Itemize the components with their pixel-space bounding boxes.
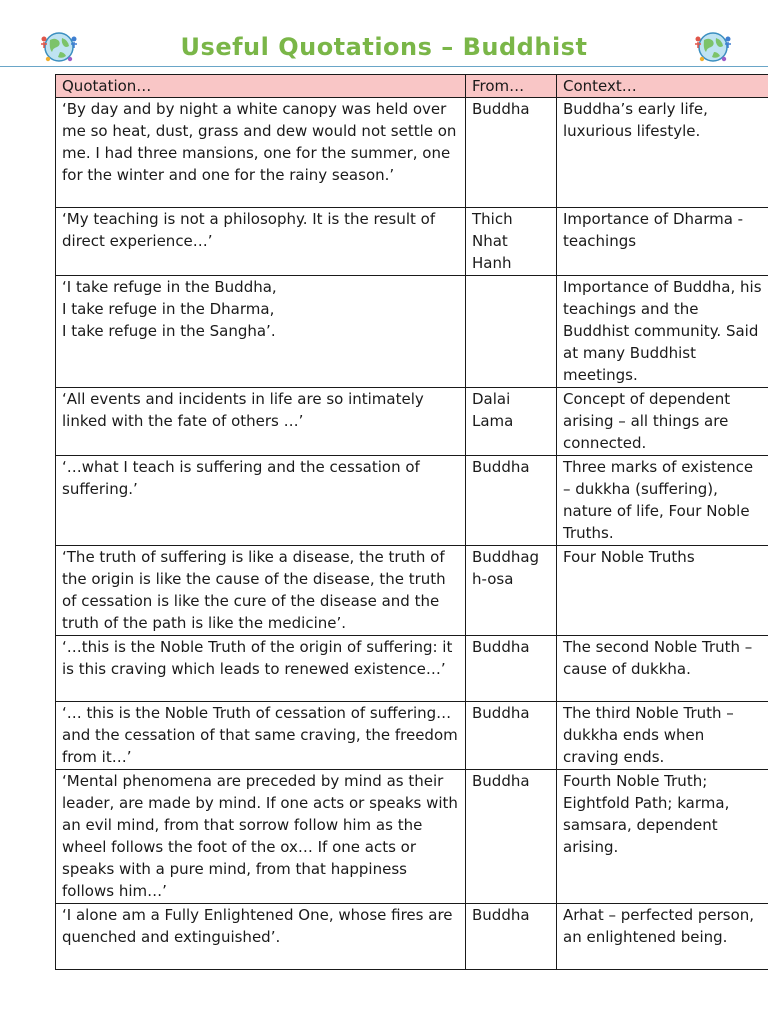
table-row [56,770,768,904]
column-header-context: Context… [557,75,768,98]
table-header-row [56,75,768,98]
context-cell: Importance of Dharma - teachings [557,208,768,276]
column-header-from: From… [466,75,557,98]
table-row [56,388,768,456]
quotation-cell: ‘…what I teach is suffering and the cessation of suffering.’ [56,456,466,546]
from-cell [466,276,557,388]
table-row [56,546,768,636]
table-row [56,636,768,702]
from-cell: Buddha [466,636,557,702]
quotations-table [55,74,768,970]
quotation-cell: ‘By day and by night a white canopy was held over me so heat, dust, grass and dew would not settle on me. I had three mansions, one for the summer, one for the winter and one for the rainy season.’ [56,98,466,208]
quotation-cell: ‘Mental phenomena are preceded by mind as their leader, are made by mind. If one acts or speaks with an evil mind, from that sorrow follow him as the wheel follows the foot of the ox… If one acts or speaks with a pure mind, from that happiness follows him…’ [56,770,466,904]
quotation-cell: ‘The truth of suffering is like a disease, the truth of the origin is like the cause of the disease, the truth of cessation is like the cure of the disease and the truth of the path is like the medicine’. [56,546,466,636]
context-cell: The third Noble Truth – dukkha ends when craving ends. [557,702,768,770]
column-header-quotation: Quotation… [56,75,466,98]
quotation-cell: ‘My teaching is not a philosophy. It is the result of direct experience…’ [56,208,466,276]
quotation-cell: ‘… this is the Noble Truth of cessation of suffering… and the cessation of that same craving, the freedom from it…’ [56,702,466,770]
from-cell: Buddha [466,770,557,904]
table-row [56,98,768,208]
quotation-cell: ‘I take refuge in the Buddha, I take refuge in the Dharma, I take refuge in the Sangha’. [56,276,466,388]
context-cell: Importance of Buddha, his teachings and the Buddhist community. Said at many Buddhist meetings. [557,276,768,388]
page-title: Useful Quotations – Buddhist [180,33,588,61]
table-row [56,702,768,770]
page-header [0,0,768,70]
from-cell: Buddha [466,702,557,770]
context-cell: Four Noble Truths [557,546,768,636]
globe-with-people-icon [694,30,732,64]
from-cell: Buddha [466,904,557,970]
quotation-cell: ‘…this is the Noble Truth of the origin of suffering: it is this craving which leads to renewed existence…’ [56,636,466,702]
quotation-cell: ‘All events and incidents in life are so intimately linked with the fate of others …’ [56,388,466,456]
from-cell: Dalai Lama [466,388,557,456]
header-divider [0,66,768,67]
table-row [56,456,768,546]
from-cell: Buddhag h-osa [466,546,557,636]
context-cell: The second Noble Truth – cause of dukkha. [557,636,768,702]
context-cell: Fourth Noble Truth; Eightfold Path; karma, samsara, dependent arising. [557,770,768,904]
table-row [56,208,768,276]
context-cell: Buddha’s early life, luxurious lifestyle. [557,98,768,208]
context-cell: Concept of dependent arising – all things are connected. [557,388,768,456]
table-row [56,904,768,970]
from-cell: Thich Nhat Hanh [466,208,557,276]
context-cell: Arhat – perfected person, an enlightened being. [557,904,768,970]
context-cell: Three marks of existence – dukkha (suffering), nature of life, Four Noble Truths. [557,456,768,546]
table-row [56,276,768,388]
from-cell: Buddha [466,456,557,546]
from-cell: Buddha [466,98,557,208]
quotation-cell: ‘I alone am a Fully Enlightened One, whose fires are quenched and extinguished’. [56,904,466,970]
